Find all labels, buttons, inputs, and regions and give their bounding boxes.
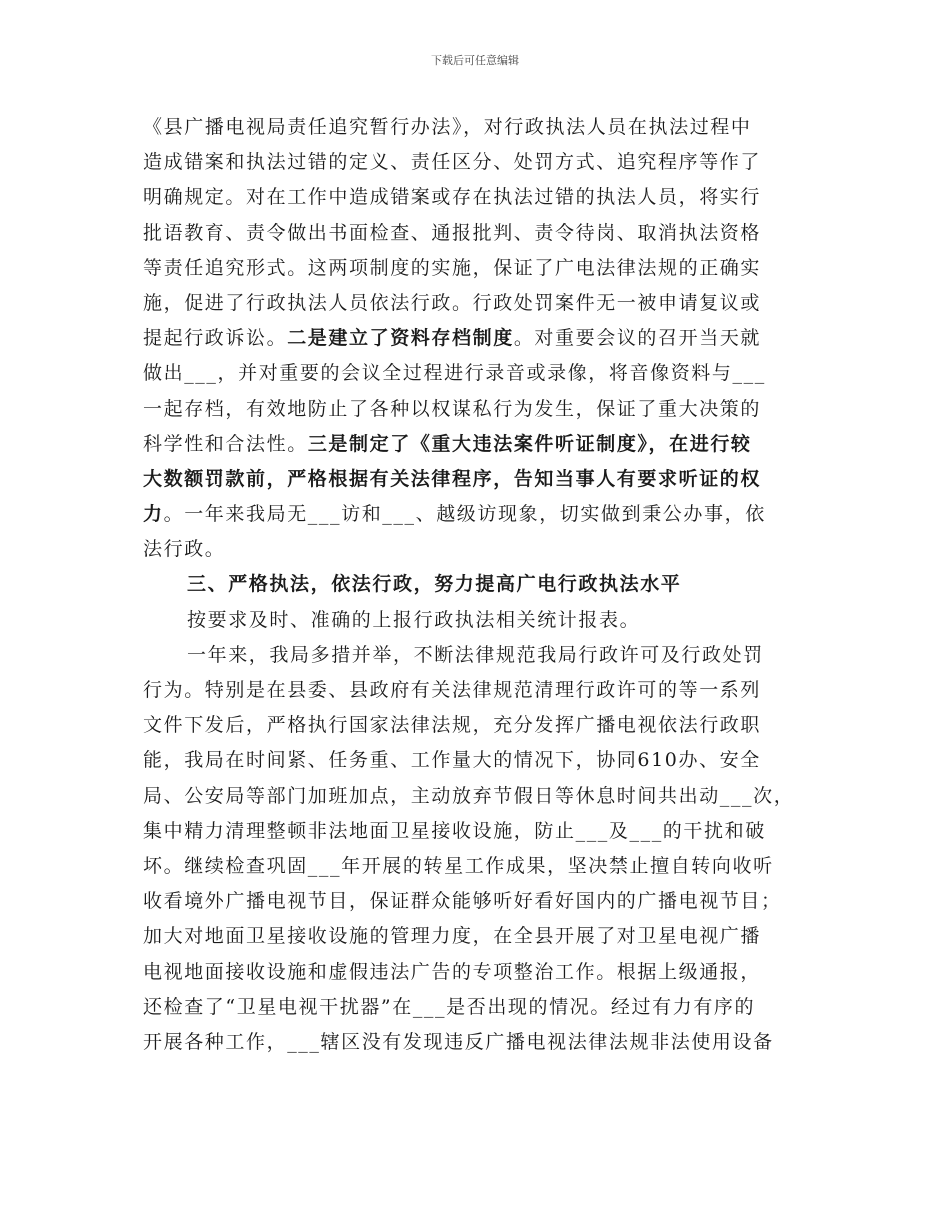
text-segment: 还检查了“卫星电视干扰器”在___是否出现的情况。经过有力有序的 [143, 995, 756, 1018]
document-body [143, 110, 811, 1060]
text-line [143, 779, 811, 814]
text-segment: 。一年来我局无___访和___、越级访现象，切实做到秉公办事，依 [163, 503, 766, 526]
text-line [143, 567, 811, 602]
text-line [143, 673, 811, 708]
text-segment: 加大对地面卫星接收设施的管理力度，在全县开展了对卫星电视广播 [143, 925, 762, 948]
text-segment: 开展各种工作，___辖区没有发现违反广播电视法律法规非法使用设备 [143, 1030, 774, 1053]
text-line [143, 251, 811, 286]
text-line [143, 955, 811, 990]
text-line [143, 1025, 811, 1060]
bold-text-segment: 二是建立了资料存档制度 [287, 327, 514, 350]
text-line [143, 145, 811, 180]
text-segment: 。对重要会议的召开当天就 [513, 327, 762, 350]
text-segment: 按要求及时、准确的上报行政执法相关统计报表。 [187, 608, 641, 631]
text-segment: 一年来，我局多措并举，不断法律规范我局行政许可及行政处罚 [187, 643, 764, 666]
text-segment: 明确规定。对在工作中造成错案或存在执法过错的执法人员，将实行 [143, 186, 762, 209]
text-line [143, 356, 811, 391]
text-segment: 等责任追究形式。这两项制度的实施，保证了广电法律法规的正确实 [143, 256, 762, 279]
text-segment: 科学性和合法性。 [143, 432, 308, 455]
bold-text-segment: 大数额罚款前，严格根据有关法律程序，告知当事人有要求听证的权 [143, 467, 762, 490]
text-segment: 造成错案和执法过错的定义、责任区分、处罚方式、追究程序等作了 [143, 151, 762, 174]
text-segment: 提起行政诉讼。 [143, 327, 288, 350]
text-line [143, 180, 811, 215]
text-segment: 收看境外广播电视节目，保证群众能够听好看好国内的广播电视节目； [143, 890, 782, 913]
text-line [143, 603, 811, 638]
text-segment: 法行政。 [143, 538, 226, 561]
text-line [143, 462, 811, 497]
bold-text-segment: 力 [143, 503, 164, 526]
text-line [143, 321, 811, 356]
page-header: 下载后可任意编辑 [431, 54, 519, 67]
text-segment: 能，我局在时间紧、任务重、工作量大的情况下，协同610办、安全 [143, 749, 761, 772]
text-line [143, 990, 811, 1025]
text-line [143, 743, 811, 778]
text-line [143, 849, 811, 884]
text-line [143, 532, 811, 567]
text-line [143, 216, 811, 251]
text-line [143, 286, 811, 321]
text-segment: 做出___，并对重要的会议全过程进行录音或录像，将音像资料与___ [143, 362, 766, 385]
text-segment: 批语教育、责令做出书面检查、通报批判、责令待岗、取消执法资格 [143, 221, 762, 244]
text-segment: 《县广播电视局责任追究暂行办法》，对行政执法人员在执法过程中 [143, 116, 752, 138]
text-segment: 局、公安局等部门加班加点，主动放弃节假日等休息时间共出动___次， [143, 784, 795, 807]
bold-text-segment: 三是制定了《重大违法案件听证制度》，在进行较 [307, 432, 752, 455]
text-line [143, 392, 811, 427]
text-segment: 文件下发后，严格执行国家法律法规，充分发挥广播电视依法行政职 [143, 714, 762, 737]
text-line [143, 884, 811, 919]
text-segment: 电视地面接收设施和虚假违法广告的专项整治工作。根据上级通报， [143, 960, 762, 983]
text-line [143, 708, 811, 743]
text-segment: 坏。继续检查巩固___年开展的转星工作成果，坚决禁止擅自转向收听 [143, 854, 774, 877]
text-line [143, 427, 811, 462]
text-segment: 一起存档，有效地防止了各种以权谋私行为发生，保证了重大决策的 [143, 397, 762, 420]
text-segment: 施，促进了行政执法人员依法行政。行政处罚案件无一被申请复议或 [143, 291, 762, 314]
text-line [143, 497, 811, 532]
text-segment: 集中精力清理整顿非法地面卫星接收设施，防止___及___的干扰和破 [143, 819, 766, 842]
text-line [143, 638, 811, 673]
text-segment: 行为。特别是在县委、县政府有关法律规范清理行政许可的等一系列 [143, 679, 762, 701]
text-line [143, 919, 811, 954]
text-line [143, 814, 811, 849]
bold-text-segment: 三、严格执法，依法行政，努力提高广电行政执法水平 [187, 573, 682, 596]
text-line [143, 110, 811, 145]
